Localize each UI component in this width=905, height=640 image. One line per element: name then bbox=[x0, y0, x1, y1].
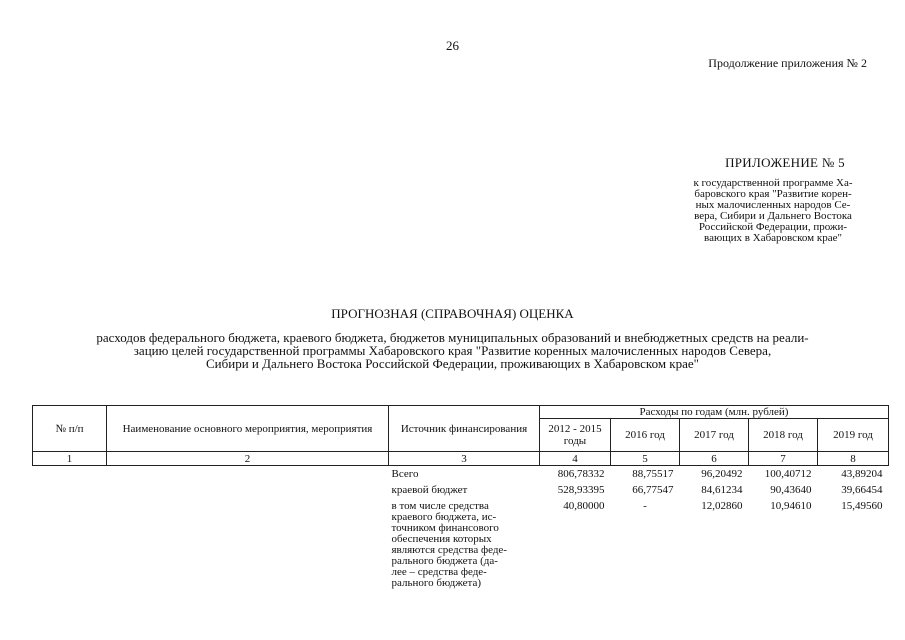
value-cell: 43,89204 bbox=[841, 468, 883, 480]
appendix-note-line: Российской Федерации, прожи- bbox=[698, 221, 848, 233]
header-year: 2019 год bbox=[818, 419, 889, 452]
appendix-note-line: ных малочисленных народов Се- bbox=[695, 199, 851, 211]
source-line: в том числе средства bbox=[391, 499, 489, 512]
table-row bbox=[33, 498, 889, 589]
appendix-note-line: вера, Сибири и Дальнего Востока bbox=[694, 210, 852, 222]
column-number: 6 bbox=[680, 452, 749, 466]
header-source: Источник финансирования bbox=[389, 406, 540, 452]
budget-table bbox=[32, 405, 889, 589]
source-line: обеспечения которых bbox=[391, 532, 492, 545]
column-number: 8 bbox=[818, 452, 889, 466]
document-title: ПРОГНОЗНАЯ (СПРАВОЧНАЯ) ОЦЕНКА bbox=[331, 306, 574, 321]
header-expenses-group: Расходы по годам (млн. рублей) bbox=[540, 406, 889, 419]
column-numbers-row bbox=[33, 452, 889, 466]
appendix-note bbox=[680, 178, 866, 244]
continuation-note: Продолжение приложения № 2 bbox=[708, 56, 867, 70]
column-number: 7 bbox=[749, 452, 818, 466]
page-number: 26 bbox=[446, 38, 459, 53]
value-cell: 66,77547 bbox=[632, 483, 674, 496]
value-cell: 84,61234 bbox=[701, 483, 743, 496]
subtitle-line: расходов федерального бюджета, краевого бюджета, бюджетов муниципальных образований и внебюджетных средств на реали- bbox=[96, 330, 809, 345]
column-number: 3 bbox=[389, 452, 540, 466]
value-cell: 12,02860 bbox=[701, 499, 743, 512]
source-line: являются средства феде- bbox=[391, 543, 507, 556]
value-cell: 88,75517 bbox=[632, 468, 674, 480]
header-year: 2017 год bbox=[680, 419, 749, 452]
value-cell: 40,80000 bbox=[563, 499, 605, 512]
column-number: 1 bbox=[33, 452, 107, 466]
column-number: 4 bbox=[540, 452, 611, 466]
source-line: лее – средства феде- bbox=[391, 565, 487, 578]
header-num: № п/п bbox=[33, 406, 107, 452]
value-cell: 90,43640 bbox=[770, 483, 812, 496]
source-line: рального бюджета (да- bbox=[391, 554, 498, 567]
column-number: 2 bbox=[107, 452, 389, 466]
header-name: Наименование основного мероприятия, мероприятия bbox=[107, 406, 389, 452]
value-cell: 39,66454 bbox=[841, 483, 883, 496]
value-cell: 96,20492 bbox=[701, 468, 743, 480]
value-cell: 15,49560 bbox=[841, 499, 883, 512]
subtitle-line: Сибири и Дальнего Востока Российской Федерации, проживающих в Хабаровском крае" bbox=[206, 356, 699, 371]
header-year: 2012 - 2015 годы bbox=[540, 419, 611, 452]
source-line: точником финансового bbox=[391, 521, 499, 534]
appendix-note-line: вающих в Хабаровском крае" bbox=[704, 232, 842, 244]
document-subtitle bbox=[32, 331, 873, 370]
header-year: 2016 год bbox=[611, 419, 680, 452]
source-line: краевого бюджета, ис- bbox=[391, 510, 497, 523]
table-row bbox=[33, 482, 889, 498]
value-cell: - bbox=[643, 499, 647, 512]
source-line: рального бюджета) bbox=[391, 576, 482, 589]
value-cell: 806,78332 bbox=[557, 468, 605, 480]
appendix-title: ПРИЛОЖЕНИЕ № 5 bbox=[725, 155, 845, 170]
source-cell: Всего bbox=[391, 468, 419, 480]
source-cell bbox=[389, 498, 540, 589]
header-year: 2018 год bbox=[749, 419, 818, 452]
value-cell: 100,40712 bbox=[764, 468, 812, 480]
value-cell: 10,94610 bbox=[770, 499, 812, 512]
column-number: 5 bbox=[611, 452, 680, 466]
table-row bbox=[33, 466, 889, 482]
value-cell: 528,93395 bbox=[557, 483, 605, 496]
appendix-note-line: баровского края "Развитие корен- bbox=[694, 188, 852, 200]
source-cell: краевой бюджет bbox=[391, 483, 468, 496]
appendix-note-line: к государственной программе Ха- bbox=[693, 177, 853, 189]
subtitle-line: зацию целей государственной программы Хабаровского края "Развитие коренных малочисленных народов Севера, bbox=[133, 343, 772, 358]
